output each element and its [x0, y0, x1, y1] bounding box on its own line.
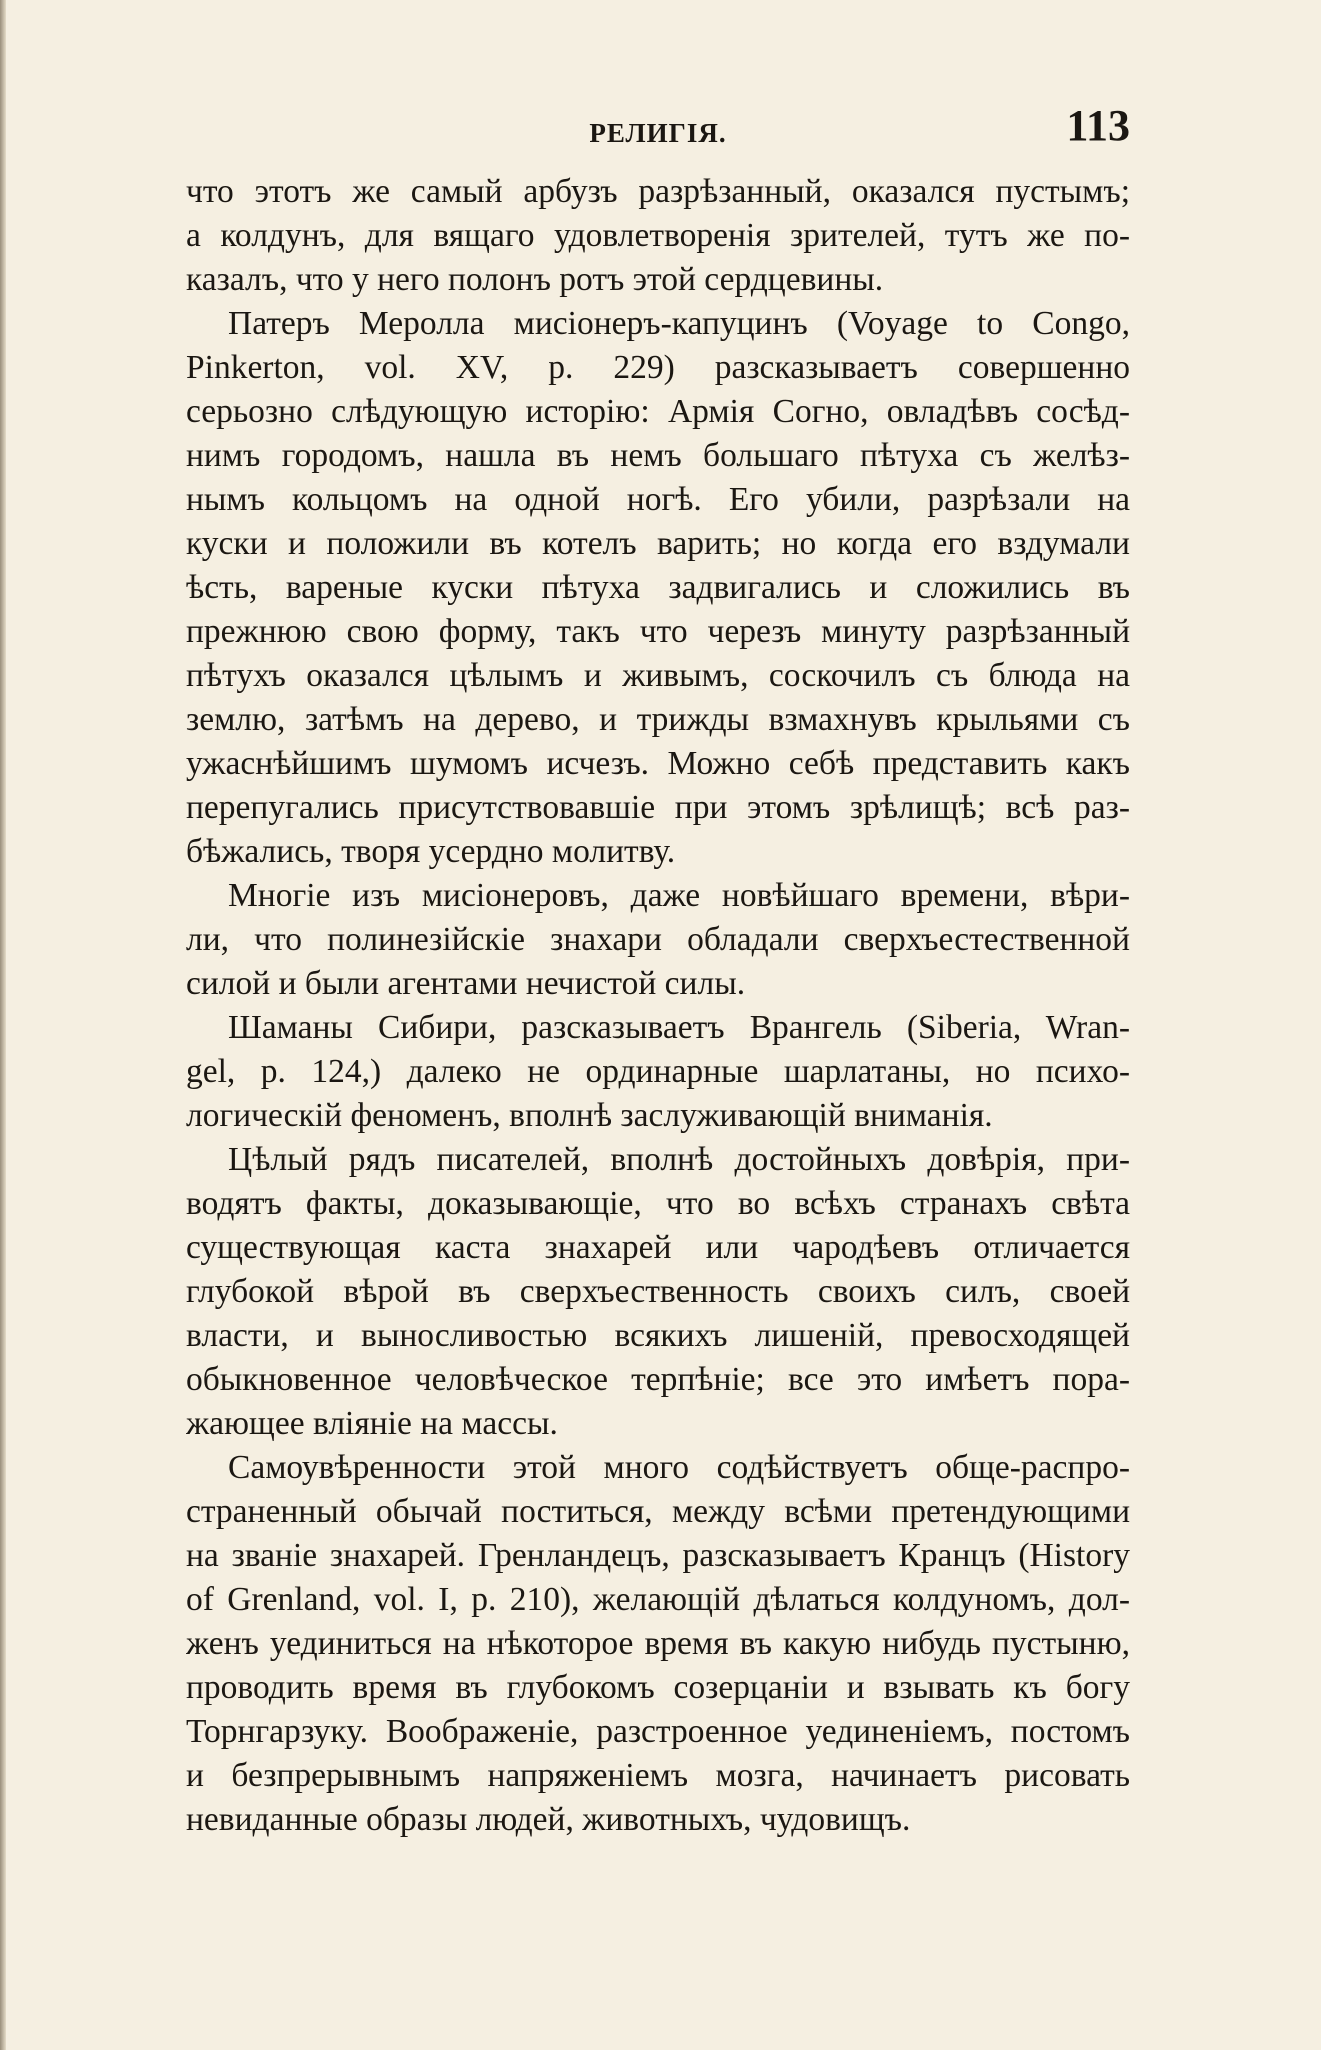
text-line: ужаснѣйшимъ шумомъ исчезъ. Можно себѣ представить какъ [186, 745, 1130, 782]
page-number: 113 [1066, 101, 1130, 150]
running-head: РЕЛИГІЯ. [589, 118, 727, 148]
text-line: жающее вліяніе на массы. [186, 1405, 558, 1442]
text-line: Шаманы Сибири, разсказываетъ Врангель (Siberia, Wran- [228, 1009, 1130, 1046]
paragraph [186, 1446, 1130, 1842]
text-line: и безпрерывнымъ напряженіемъ мозга, начинаетъ рисовать [186, 1757, 1130, 1794]
text-line: силой и были агентами нечистой силы. [186, 965, 746, 1002]
text-line: существующая каста знахарей или чародѣевъ отличается [186, 1229, 1130, 1266]
text-line: ли, что полинезійскіе знахари обладали сверхъестественной [186, 921, 1130, 958]
text-line: невиданные образы людей, животныхъ, чудовищъ. [186, 1801, 911, 1838]
paragraph [186, 1006, 1130, 1138]
text-line: пѣтухъ оказался цѣлымъ и живымъ, соскочилъ съ блюда на [186, 657, 1130, 694]
text-line: обыкновенное человѣческое терпѣніе; все это имѣетъ пора- [186, 1361, 1130, 1398]
text-line: серьозно слѣдующую исторію: Армія Согно, овладѣвъ сосѣд- [186, 393, 1130, 430]
text-line: ѣсть, вареные куски пѣтуха задвигались и сложились въ [186, 569, 1130, 606]
paragraph [186, 874, 1130, 1006]
page-header [186, 100, 1130, 160]
text-line: казалъ, что у него полонъ ротъ этой сердцевины. [186, 261, 884, 298]
body-text [186, 170, 1130, 1842]
text-line: of Grenland, vol. I, p. 210), желающій дѣлаться колдуномъ, дол- [186, 1581, 1130, 1618]
text-line: логическій феноменъ, вполнѣ заслуживающій вниманія. [186, 1097, 993, 1134]
text-line: страненный обычай поститься, между всѣми претендующими [186, 1493, 1130, 1530]
text-line: женъ уединиться на нѣкоторое время въ какую нибудь пустыню, [186, 1625, 1130, 1662]
text-line: прежнюю свою форму, такъ что черезъ минуту разрѣзанный [186, 613, 1130, 650]
text-line: на званіе знахарей. Гренландецъ, разсказываетъ Кранцъ (History [186, 1537, 1130, 1574]
text-line: gel, p. 124,) далеко не ординарные шарлатаны, но психо- [186, 1053, 1130, 1090]
text-line: глубокой вѣрой въ сверхъественность своихъ силъ, своей [186, 1273, 1130, 1310]
text-line: власти, и выносливостью всякихъ лишеній, превосходящей [186, 1317, 1130, 1354]
text-line: проводить время въ глубокомъ созерцаніи и взывать къ богу [186, 1669, 1130, 1706]
text-line: Самоувѣренности этой много содѣйствуетъ обще-распро- [228, 1449, 1130, 1486]
text-line: Многіе изъ мисіонеровъ, даже новѣйшаго времени, вѣри- [228, 877, 1130, 914]
text-line: а колдунъ, для вящаго удовлетворенія зрителей, тутъ же по- [186, 217, 1130, 254]
text-line: Патеръ Меролла мисіонеръ-капуцинъ (Voyage to Congo, [228, 305, 1130, 342]
text-line: бѣжались, творя усердно молитву. [186, 833, 676, 870]
text-line: Цѣлый рядъ писателей, вполнѣ достойныхъ довѣрія, при- [228, 1141, 1130, 1178]
text-line: Торнгарзуку. Воображеніе, разстроенное уединеніемъ, постомъ [186, 1713, 1130, 1750]
text-line: водятъ факты, доказывающіе, что во всѣхъ странахъ свѣта [186, 1185, 1130, 1222]
page-binding-edge [0, 0, 6, 2050]
paragraph [186, 1138, 1130, 1446]
text-line: что этотъ же самый арбузъ разрѣзанный, оказался пустымъ; [186, 173, 1130, 210]
text-line: землю, затѣмъ на дерево, и трижды взмахнувъ крыльями съ [186, 701, 1130, 738]
paragraph [186, 170, 1130, 302]
paragraph [186, 302, 1130, 874]
text-line: нымъ кольцомъ на одной ногѣ. Его убили, разрѣзали на [186, 481, 1130, 518]
text-line: нимъ городомъ, нашла въ немъ большаго пѣтуха съ желѣз- [186, 437, 1130, 474]
text-line: перепугались присутствовавшіе при этомъ зрѣлищѣ; всѣ раз- [186, 789, 1130, 826]
text-line: куски и положили въ котелъ варить; но когда его вздумали [186, 525, 1130, 562]
text-line: Pinkerton, vol. XV, p. 229) разсказываетъ совершенно [186, 349, 1130, 386]
